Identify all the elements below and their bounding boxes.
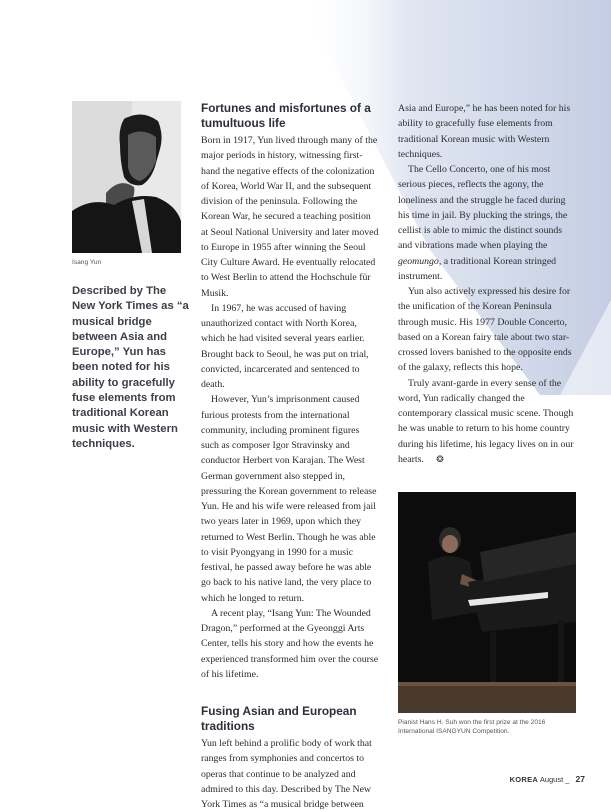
section-heading-fusing: Fusing Asian and European traditions <box>201 704 357 733</box>
paragraph: Yun also actively expressed his desire for the unification of the Korean Peninsula through music. His 1977 Double Concerto, based on a Korean fairy tale about two star-crossed lovers banished to the opposite ends of the galaxy, reflects this hope. <box>398 286 572 374</box>
italic-term: geomungo <box>398 255 439 267</box>
portrait-photo <box>72 101 181 253</box>
paragraph: However, Yun’s imprisonment caused furious protests from the international community, including prominent figures such as composer Igor Stravinsky and conductor Herbert von Karajan. The West German government also stepped in, pressuring the Korean government to release Yun. He and his wife were released from jail two years later in 1969, upon which they returned to West Berlin. Though he was able to visit Pyongyang in 1990 for a music festival, he passed away before he was able go back to his native land, the very place to which he longed to return. <box>201 394 377 604</box>
pianist-photo <box>398 492 576 713</box>
paragraph-cello-concerto <box>398 162 576 284</box>
issue-month: August _ <box>539 775 570 784</box>
paragraph: Yun left behind a prolific body of work that ranges from symphonies and concertos to operas that continue to be analyzed and admired to this day. Described by The New York Times as “a musical bridge between <box>201 738 372 810</box>
section-heading-fortunes: Fortunes and misfortunes of a tumultuous life <box>201 101 371 130</box>
paragraph-continued: Asia and Europe,” he has been noted for his ability to gracefully fuse elements from traditional Korean music with Western techniques. <box>398 103 571 160</box>
end-mark-icon: ❂ <box>436 453 444 464</box>
article-column-1 <box>201 101 379 812</box>
article-column-2 <box>398 101 576 467</box>
paragraph: A recent play, “Isang Yun: The Wounded Dragon,” performed at the Gyeonggi Arts Center, tells his story and how the events he experienced transformed him over the course of his lifetime. <box>201 607 379 680</box>
text-run: Truly avant-garde in every sense of the word, Yun radically changed the contemporary classical music scene. Though he was unable to return to his home country during his lifetime, his legacy lives on in our hearts. <box>398 377 574 465</box>
magazine-name: KOREA <box>509 775 539 784</box>
pianist-caption: Pianist Hans H. Suh won the first prize at the 2016 International ISANGYUN Competition. <box>398 719 546 735</box>
page-footer <box>510 774 585 784</box>
portrait-caption: Isang Yun <box>72 259 102 266</box>
paragraph: Born in 1917, Yun lived through many of the major periods in history, witnessing first-hand the negative effects of the colonization of Korea, World War II, and the subsequent division of the peninsula. Following the Korean War, he secured a teaching position at Seoul National University and later moved to Europe in 1955 after winning the Seoul City Culture Award. He eventually relocated to West Berlin to attend the Hochschule für Musik. <box>201 135 379 299</box>
page-number: 27 <box>575 774 585 784</box>
pull-quote: Described by The New York Times as “a musical bridge between Asia and Europe,” Yun has been noted for his ability to gracefully fuse elements from traditional Korean music with Western techniques. <box>72 285 189 450</box>
paragraph: In 1967, he was accused of having unauthorized contact with North Korea, which he had visited several years earlier. Brought back to Seoul, he was put on trial, convicted, incarcerated and sentenced to death. <box>201 302 369 390</box>
paragraph-final <box>398 376 576 468</box>
text-run: , a traditional Korean stringed instrument. <box>398 255 557 282</box>
text-run: The Cello Concerto, one of his most serious pieces, reflects the agony, the loneliness and the struggle he faced during his time in jail. By plucking the strings, the cellist is able to mimic the distinct sounds and vibrations made when playing the <box>398 164 568 252</box>
